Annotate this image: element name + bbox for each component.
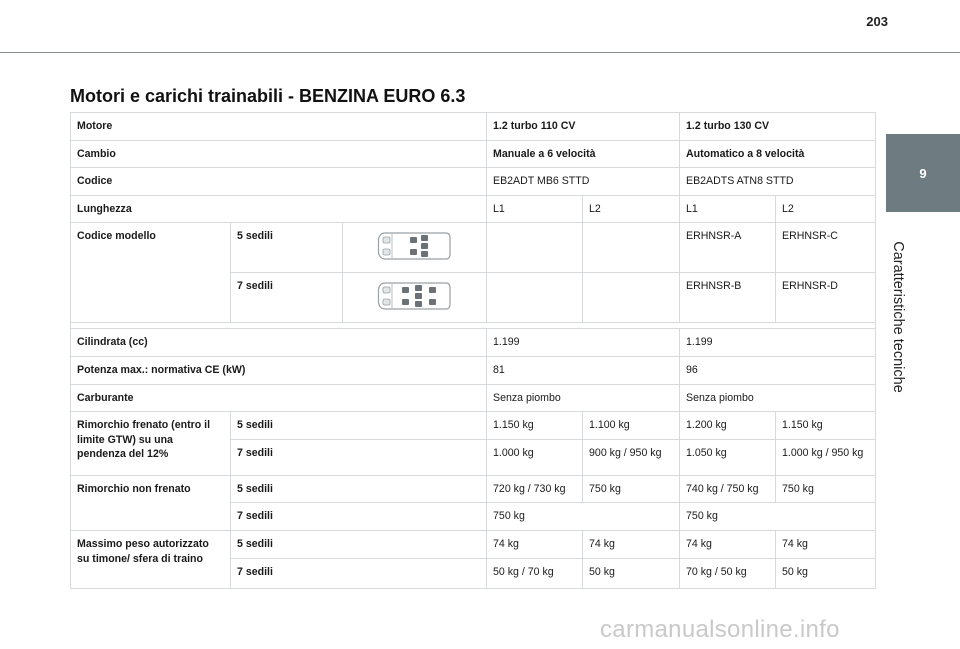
seats-label: 7 sedili	[231, 273, 343, 323]
row-label: Massimo peso autorizzato su timone/ sfera di traino	[71, 531, 231, 589]
cell: 750 kg	[583, 475, 680, 503]
cell: 1.000 kg / 950 kg	[776, 439, 876, 475]
cell: 70 kg / 50 kg	[680, 558, 776, 588]
table-row-lunghezza	[71, 195, 876, 223]
row-label: Potenza max.: normativa CE (kW)	[71, 357, 487, 385]
seats-label: 7 sedili	[231, 558, 487, 588]
cell: L2	[583, 195, 680, 223]
chapter-label-text: Caratteristiche tecniche	[890, 241, 907, 393]
cell: 900 kg / 950 kg	[583, 439, 680, 475]
cell: 74 kg	[487, 531, 583, 559]
van-5-seats-icon	[376, 228, 454, 264]
cell: 1.200 kg	[680, 412, 776, 440]
seats-label: 5 sedili	[231, 223, 343, 273]
table-row-potenza	[71, 357, 876, 385]
table-row-cambio	[71, 140, 876, 168]
van-5-seats-cell	[343, 223, 487, 273]
cell: 720 kg / 730 kg	[487, 475, 583, 503]
row-label: Lunghezza	[71, 195, 487, 223]
cell: Automatico a 8 velocità	[680, 140, 876, 168]
cell: 50 kg	[776, 558, 876, 588]
cell	[487, 223, 583, 273]
cell: 1.100 kg	[583, 412, 680, 440]
cell: EB2ADTS ATN8 STTD	[680, 168, 876, 196]
cell: 750 kg	[680, 503, 876, 531]
cell: Senza piombo	[680, 384, 876, 412]
cell: 1.2 turbo 110 CV	[487, 113, 680, 141]
row-label: Motore	[71, 113, 487, 141]
row-label: Codice	[71, 168, 487, 196]
cell: 1.000 kg	[487, 439, 583, 475]
cell: ERHNSR-A	[680, 223, 776, 273]
cell: ERHNSR-B	[680, 273, 776, 323]
cell	[583, 223, 680, 273]
page-title: Motori e carichi trainabili - BENZINA EURO 6.3	[70, 86, 466, 106]
row-label: Rimorchio non frenato	[71, 475, 231, 530]
cell: 74 kg	[680, 531, 776, 559]
table-row-rimorchio-frenato-5	[71, 412, 876, 440]
seats-label: 5 sedili	[231, 475, 487, 503]
seats-label: 7 sedili	[231, 503, 487, 531]
cell: 50 kg	[583, 558, 680, 588]
table-row-codice	[71, 168, 876, 196]
page-number: 203	[866, 14, 888, 29]
cell: L2	[776, 195, 876, 223]
table-row-cilindrata	[71, 329, 876, 357]
cell: 1.050 kg	[680, 439, 776, 475]
seats-label: 5 sedili	[231, 412, 487, 440]
cell	[583, 273, 680, 323]
row-label: Carburante	[71, 384, 487, 412]
cell: 1.199	[487, 329, 680, 357]
van-7-seats-cell	[343, 273, 487, 323]
chapter-label	[873, 222, 923, 412]
table-row-massimo-peso-5	[71, 531, 876, 559]
cell: 750 kg	[487, 503, 680, 531]
chapter-number: 9	[919, 165, 927, 181]
row-label: Codice modello	[71, 223, 231, 323]
cell: 750 kg	[776, 475, 876, 503]
seats-label: 7 sedili	[231, 439, 487, 475]
cell: 50 kg / 70 kg	[487, 558, 583, 588]
cell: 1.150 kg	[776, 412, 876, 440]
cell: L1	[487, 195, 583, 223]
cell: Manuale a 6 velocità	[487, 140, 680, 168]
cell: 81	[487, 357, 680, 385]
cell: Senza piombo	[487, 384, 680, 412]
cell: L1	[680, 195, 776, 223]
table-row-codice-modello-5	[71, 223, 876, 273]
cell: ERHNSR-D	[776, 273, 876, 323]
table-row-carburante	[71, 384, 876, 412]
cell: 1.199	[680, 329, 876, 357]
cell: 740 kg / 750 kg	[680, 475, 776, 503]
table-row-motore	[71, 113, 876, 141]
cell: 96	[680, 357, 876, 385]
header-divider	[0, 52, 960, 53]
engine-specs-table	[70, 112, 876, 589]
cell: EB2ADT MB6 STTD	[487, 168, 680, 196]
row-label: Cilindrata (cc)	[71, 329, 487, 357]
row-label: Cambio	[71, 140, 487, 168]
seats-label: 5 sedili	[231, 531, 487, 559]
cell: 1.2 turbo 130 CV	[680, 113, 876, 141]
chapter-tab[interactable]	[886, 134, 960, 212]
cell	[487, 273, 583, 323]
row-label: Rimorchio frenato (entro il limite GTW) su una pendenza del 12%	[71, 412, 231, 476]
van-7-seats-icon	[376, 278, 454, 314]
cell: ERHNSR-C	[776, 223, 876, 273]
cell: 74 kg	[583, 531, 680, 559]
cell: 1.150 kg	[487, 412, 583, 440]
cell: 74 kg	[776, 531, 876, 559]
table-row-rimorchio-non-frenato-5	[71, 475, 876, 503]
watermark: carmanualsonline.info	[600, 616, 840, 643]
